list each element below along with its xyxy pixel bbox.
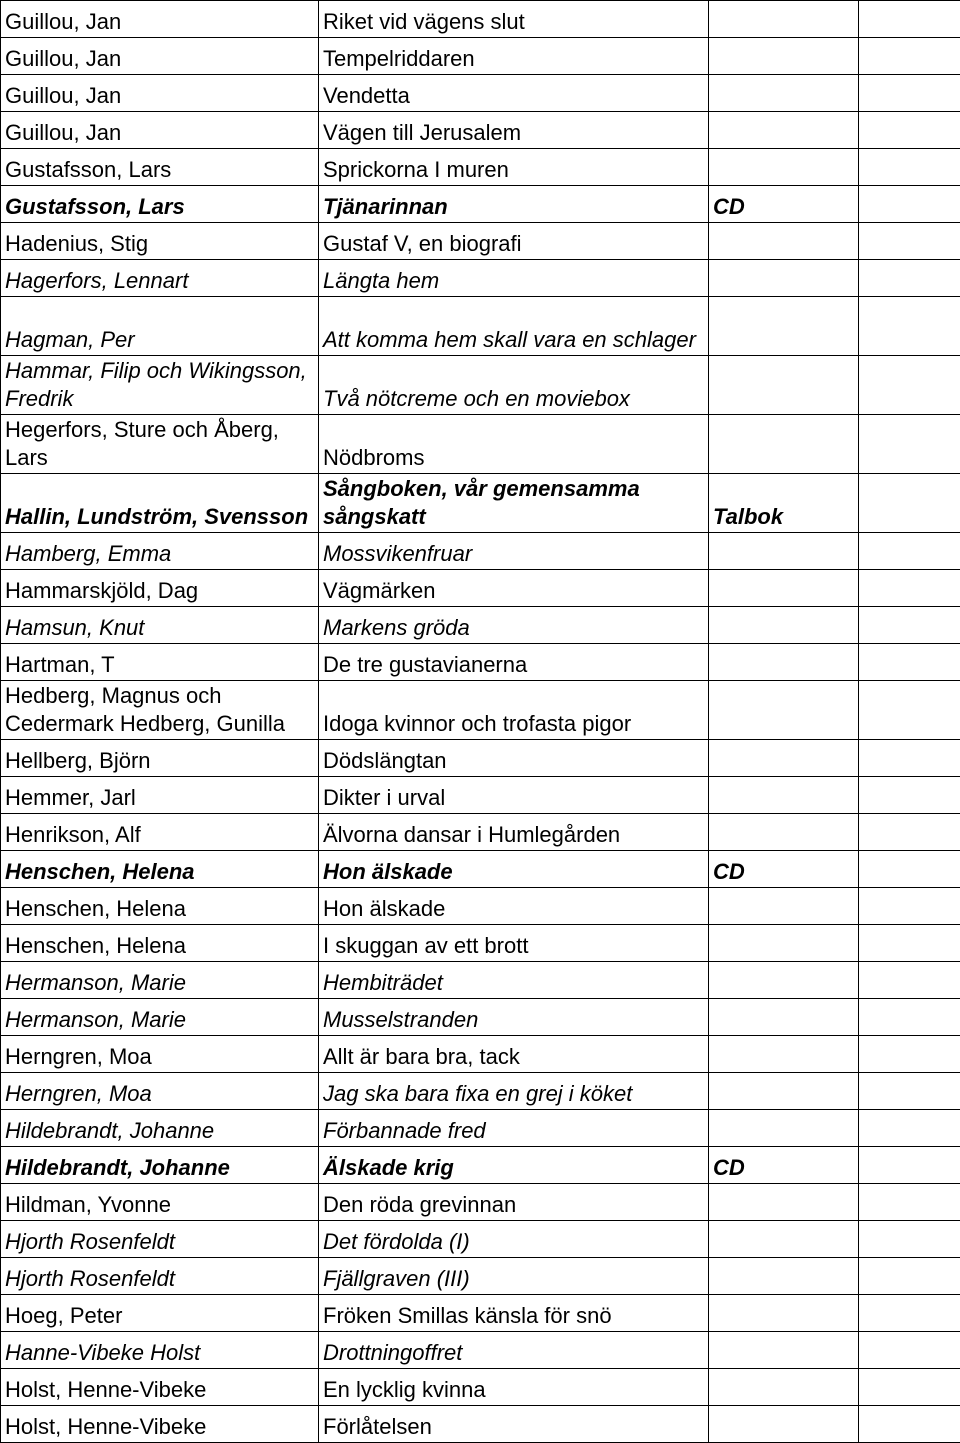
table-row <box>1 1406 960 1443</box>
author-cell: Hammarskjöld, Dag <box>1 570 319 607</box>
title-cell: Fjällgraven (III) <box>319 1258 709 1295</box>
format-cell <box>709 740 859 777</box>
extra-cell <box>859 1184 960 1221</box>
table-row <box>1 297 960 356</box>
format-cell <box>709 1295 859 1332</box>
title-cell: Att komma hem skall vara en schlager <box>319 297 709 356</box>
format-cell <box>709 607 859 644</box>
author-cell: Hartman, T <box>1 644 319 681</box>
title-cell: Hembiträdet <box>319 962 709 999</box>
table-row <box>1 1221 960 1258</box>
title-cell: Tempelriddaren <box>319 38 709 75</box>
table-row <box>1 888 960 925</box>
extra-cell <box>859 777 960 814</box>
format-cell <box>709 223 859 260</box>
format-cell <box>709 1184 859 1221</box>
title-cell: En lycklig kvinna <box>319 1369 709 1406</box>
format-cell <box>709 570 859 607</box>
extra-cell <box>859 533 960 570</box>
author-cell: Hildebrandt, Johanne <box>1 1110 319 1147</box>
format-cell: CD <box>709 1147 859 1184</box>
format-cell <box>709 1258 859 1295</box>
table-row <box>1 38 960 75</box>
title-cell: Två nötcreme och en moviebox <box>319 356 709 415</box>
extra-cell <box>859 186 960 223</box>
format-cell: CD <box>709 851 859 888</box>
table-row <box>1 570 960 607</box>
format-cell <box>709 1110 859 1147</box>
author-cell: Holst, Henne-Vibeke <box>1 1406 319 1443</box>
author-cell: Henschen, Helena <box>1 888 319 925</box>
table-row <box>1 1 960 38</box>
extra-cell <box>859 570 960 607</box>
author-cell: Hagerfors, Lennart <box>1 260 319 297</box>
author-cell: Henschen, Helena <box>1 851 319 888</box>
table-row <box>1 644 960 681</box>
author-cell: Hermanson, Marie <box>1 962 319 999</box>
extra-cell <box>859 607 960 644</box>
format-cell <box>709 297 859 356</box>
table-row <box>1 1369 960 1406</box>
format-cell <box>709 260 859 297</box>
extra-cell <box>859 1332 960 1369</box>
extra-cell <box>859 260 960 297</box>
author-cell: Gustafsson, Lars <box>1 149 319 186</box>
author-cell: Hoeg, Peter <box>1 1295 319 1332</box>
book-list-body <box>1 1 960 1443</box>
title-cell: Det fördolda (I) <box>319 1221 709 1258</box>
title-cell: De tre gustavianerna <box>319 644 709 681</box>
title-cell: Älvorna dansar i Humlegården <box>319 814 709 851</box>
title-cell: Hon älskade <box>319 888 709 925</box>
extra-cell <box>859 223 960 260</box>
title-cell: Den röda grevinnan <box>319 1184 709 1221</box>
author-cell: Hanne-Vibeke Holst <box>1 1332 319 1369</box>
extra-cell <box>859 1 960 38</box>
table-row <box>1 1073 960 1110</box>
format-cell <box>709 415 859 474</box>
author-cell: Guillou, Jan <box>1 75 319 112</box>
author-cell: Holst, Henne-Vibeke <box>1 1369 319 1406</box>
extra-cell <box>859 740 960 777</box>
extra-cell <box>859 356 960 415</box>
author-cell: Herngren, Moa <box>1 1073 319 1110</box>
title-cell: Allt är bara bra, tack <box>319 1036 709 1073</box>
format-cell <box>709 681 859 740</box>
table-row <box>1 1184 960 1221</box>
extra-cell <box>859 999 960 1036</box>
title-cell: Hon älskade <box>319 851 709 888</box>
author-cell: Guillou, Jan <box>1 1 319 38</box>
format-cell <box>709 149 859 186</box>
author-cell: Hamberg, Emma <box>1 533 319 570</box>
table-row <box>1 1036 960 1073</box>
author-cell: Hammar, Filip och Wikingsson, Fredrik <box>1 356 319 415</box>
table-row <box>1 1332 960 1369</box>
author-cell: Gustafsson, Lars <box>1 186 319 223</box>
table-row <box>1 1258 960 1295</box>
table-row <box>1 474 960 533</box>
title-cell: Sprickorna I muren <box>319 149 709 186</box>
format-cell: Talbok <box>709 474 859 533</box>
format-cell <box>709 112 859 149</box>
table-row <box>1 777 960 814</box>
author-cell: Henrikson, Alf <box>1 814 319 851</box>
extra-cell <box>859 1369 960 1406</box>
format-cell <box>709 38 859 75</box>
extra-cell <box>859 1110 960 1147</box>
title-cell: Nödbroms <box>319 415 709 474</box>
extra-cell <box>859 415 960 474</box>
author-cell: Hadenius, Stig <box>1 223 319 260</box>
table-row <box>1 607 960 644</box>
author-cell: Herngren, Moa <box>1 1036 319 1073</box>
title-cell: Mossvikenfruar <box>319 533 709 570</box>
title-cell: Vägmärken <box>319 570 709 607</box>
table-row <box>1 533 960 570</box>
table-row <box>1 814 960 851</box>
table-row <box>1 75 960 112</box>
title-cell: I skuggan av ett brott <box>319 925 709 962</box>
author-cell: Henschen, Helena <box>1 925 319 962</box>
title-cell: Jag ska bara fixa en grej i köket <box>319 1073 709 1110</box>
extra-cell <box>859 75 960 112</box>
author-cell: Guillou, Jan <box>1 112 319 149</box>
table-row <box>1 186 960 223</box>
format-cell <box>709 1 859 38</box>
extra-cell <box>859 814 960 851</box>
extra-cell <box>859 1406 960 1443</box>
format-cell <box>709 644 859 681</box>
title-cell: Riket vid vägens slut <box>319 1 709 38</box>
table-row <box>1 1295 960 1332</box>
author-cell: Hemmer, Jarl <box>1 777 319 814</box>
author-cell: Hjorth Rosenfeldt <box>1 1221 319 1258</box>
table-row <box>1 149 960 186</box>
table-row <box>1 223 960 260</box>
table-row <box>1 681 960 740</box>
extra-cell <box>859 644 960 681</box>
format-cell <box>709 75 859 112</box>
extra-cell <box>859 38 960 75</box>
title-cell: Markens gröda <box>319 607 709 644</box>
title-cell: Drottningoffret <box>319 1332 709 1369</box>
author-cell: Hallin, Lundström, Svensson <box>1 474 319 533</box>
extra-cell <box>859 1073 960 1110</box>
extra-cell <box>859 149 960 186</box>
format-cell <box>709 1221 859 1258</box>
author-cell: Hamsun, Knut <box>1 607 319 644</box>
format-cell <box>709 925 859 962</box>
title-cell: Vägen till Jerusalem <box>319 112 709 149</box>
format-cell <box>709 1332 859 1369</box>
format-cell <box>709 1036 859 1073</box>
extra-cell <box>859 1036 960 1073</box>
extra-cell <box>859 1295 960 1332</box>
format-cell <box>709 1073 859 1110</box>
table-row <box>1 851 960 888</box>
table-row <box>1 415 960 474</box>
title-cell: Vendetta <box>319 75 709 112</box>
title-cell: Tjänarinnan <box>319 186 709 223</box>
table-row <box>1 740 960 777</box>
table-row <box>1 925 960 962</box>
author-cell: Hildebrandt, Johanne <box>1 1147 319 1184</box>
author-cell: Hedberg, Magnus och Cedermark Hedberg, Gunilla <box>1 681 319 740</box>
title-cell: Dikter i urval <box>319 777 709 814</box>
title-cell: Förlåtelsen <box>319 1406 709 1443</box>
format-cell <box>709 356 859 415</box>
title-cell: Dödslängtan <box>319 740 709 777</box>
table-row <box>1 1110 960 1147</box>
extra-cell <box>859 962 960 999</box>
author-cell: Guillou, Jan <box>1 38 319 75</box>
title-cell: Fröken Smillas känsla för snö <box>319 1295 709 1332</box>
table-row <box>1 999 960 1036</box>
format-cell <box>709 888 859 925</box>
table-row <box>1 112 960 149</box>
title-cell: Idoga kvinnor och trofasta pigor <box>319 681 709 740</box>
title-cell: Förbannade fred <box>319 1110 709 1147</box>
title-cell: Längta hem <box>319 260 709 297</box>
author-cell: Hermanson, Marie <box>1 999 319 1036</box>
format-cell <box>709 533 859 570</box>
extra-cell <box>859 681 960 740</box>
author-cell: Hjorth Rosenfeldt <box>1 1258 319 1295</box>
author-cell: Hegerfors, Sture och Åberg, Lars <box>1 415 319 474</box>
title-cell: Sångboken, vår gemensamma sångskatt <box>319 474 709 533</box>
title-cell: Gustaf V, en biografi <box>319 223 709 260</box>
extra-cell <box>859 1147 960 1184</box>
extra-cell <box>859 851 960 888</box>
format-cell <box>709 1406 859 1443</box>
format-cell <box>709 777 859 814</box>
author-cell: Hellberg, Björn <box>1 740 319 777</box>
table-row <box>1 962 960 999</box>
extra-cell <box>859 474 960 533</box>
author-cell: Hagman, Per <box>1 297 319 356</box>
author-cell: Hildman, Yvonne <box>1 1184 319 1221</box>
format-cell <box>709 962 859 999</box>
table-row <box>1 356 960 415</box>
title-cell: Älskade krig <box>319 1147 709 1184</box>
title-cell: Musselstranden <box>319 999 709 1036</box>
extra-cell <box>859 925 960 962</box>
table-row <box>1 260 960 297</box>
format-cell <box>709 999 859 1036</box>
extra-cell <box>859 112 960 149</box>
format-cell <box>709 814 859 851</box>
format-cell: CD <box>709 186 859 223</box>
extra-cell <box>859 888 960 925</box>
extra-cell <box>859 1221 960 1258</box>
extra-cell <box>859 1258 960 1295</box>
extra-cell <box>859 297 960 356</box>
table-row <box>1 1147 960 1184</box>
format-cell <box>709 1369 859 1406</box>
